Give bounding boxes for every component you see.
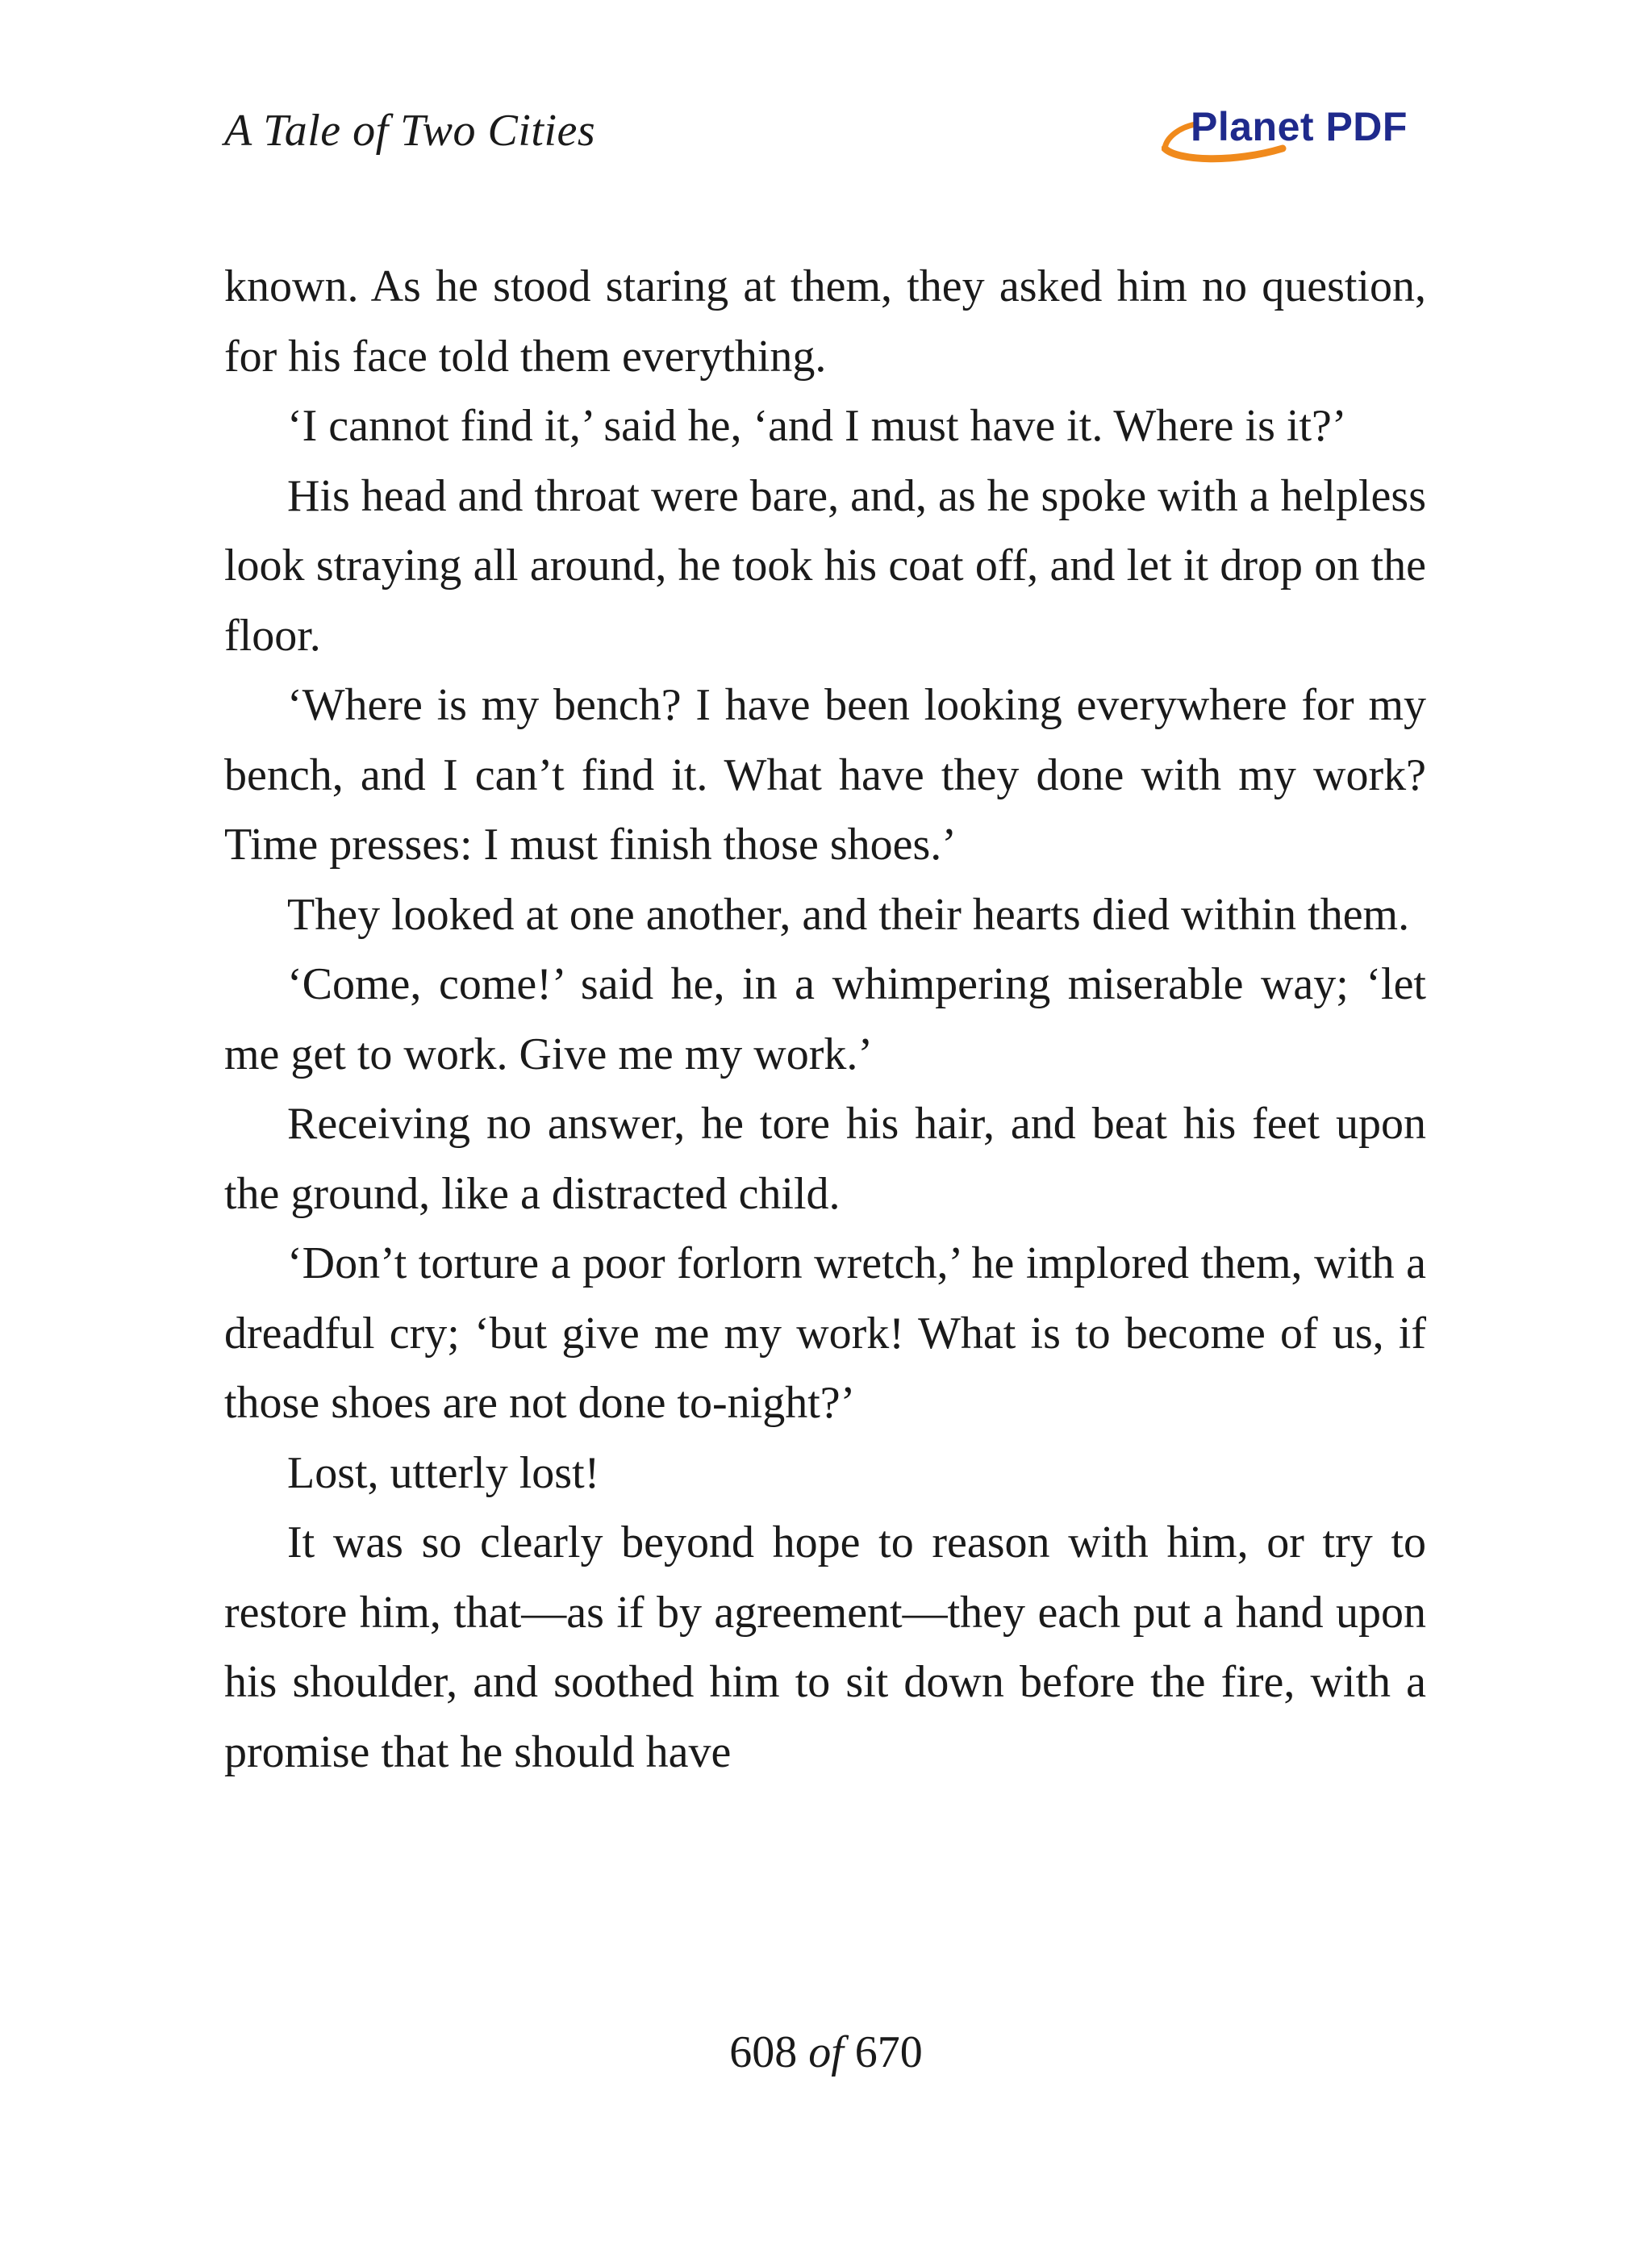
paragraph-9: Lost, utterly lost! <box>287 1447 600 1498</box>
paragraph-2: ‘I cannot find it,’ said he, ‘and I must have it. Where is it?’ <box>287 401 1347 451</box>
paragraph-8: ‘Don’t torture a poor forlorn wretch,’ he implored them, with a dreadful cry; ‘but give me my work! What is to become of us, if those shoes are not done to-night?’ <box>224 1238 1426 1428</box>
body-text <box>224 252 1426 1787</box>
paragraph-3: His head and throat were bare, and, as he spoke with a helpless look straying all around, he took his coat off, and let it drop on the floor. <box>224 470 1426 661</box>
total-pages-number: 670 <box>854 2027 923 2077</box>
paragraph-6: ‘Come, come!’ said he, in a whimpering miserable way; ‘let me get to work. Give me my work.’ <box>224 959 1426 1079</box>
logo-text: Planet PDF <box>1191 104 1408 149</box>
running-title: A Tale of Two Cities <box>224 106 596 156</box>
paragraph-10: It was so clearly beyond hope to reason with him, or try to restore him, that—as if by agreement—they each put a hand upon his shoulder, and soothed him to sit down before the fire, with a promise that he should have <box>224 1517 1426 1777</box>
page-of-label: of <box>808 2027 844 2077</box>
current-page-number: 608 <box>729 2027 798 2077</box>
paragraph-4: ‘Where is my bench? I have been looking everywhere for my bench, and I can’t find it. What have they done with my work? Time presses: I must finish those shoes.’ <box>224 680 1426 870</box>
page-number <box>0 2027 1652 2078</box>
paragraph-7: Receiving no answer, he tore his hair, and beat his feet upon the ground, like a distracted child. <box>224 1099 1426 1219</box>
paragraph-1: known. As he stood staring at them, they asked him no question, for his face told them everything. <box>224 261 1426 382</box>
planet-pdf-logo <box>1162 103 1420 168</box>
paragraph-5: They looked at one another, and their hearts died within them. <box>287 889 1410 940</box>
